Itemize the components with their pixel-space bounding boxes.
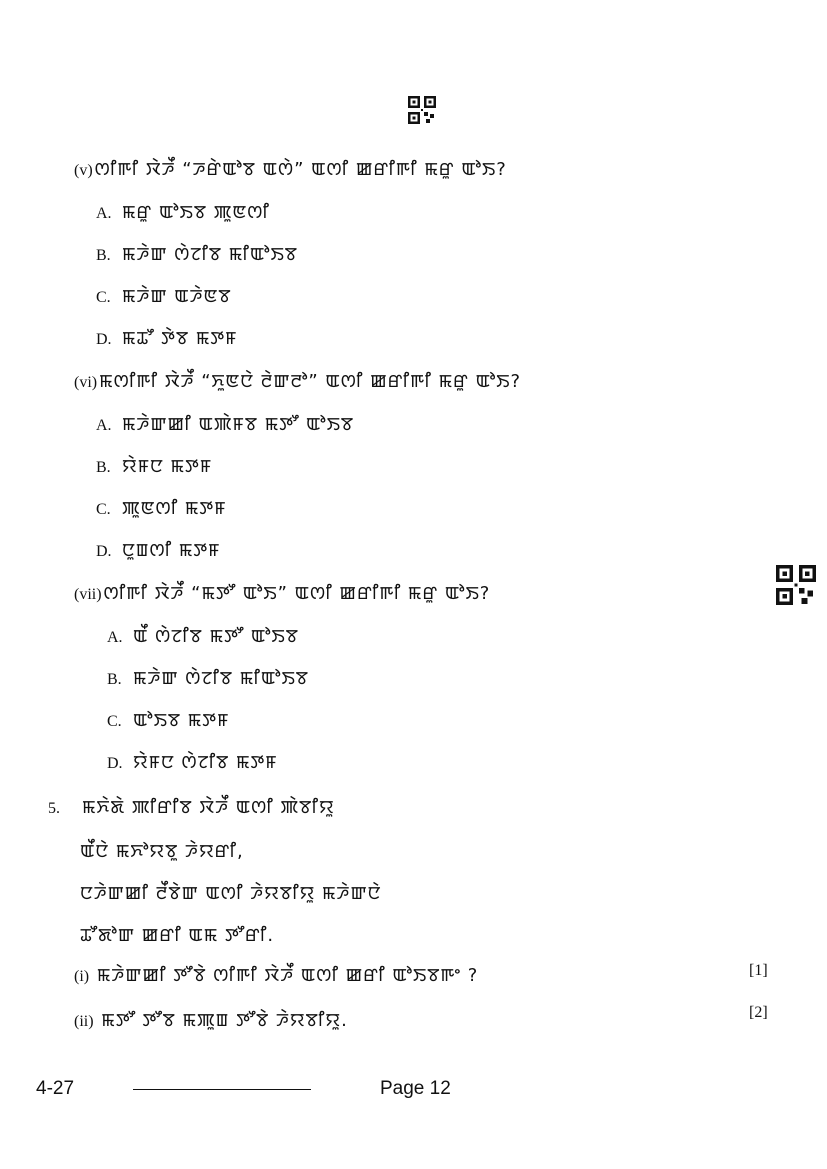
option-text: ꯑꯣꯏꯕ ꯃꯇꯝ xyxy=(133,710,230,731)
option-text: ꯃꯍꯥꯛꯀꯤ ꯑꯄꯥꯝꯕ ꯃꯇꯧ ꯑꯣꯏꯕ xyxy=(122,414,355,435)
option-c xyxy=(107,707,229,732)
option-text: ꯃꯍꯥꯛ ꯁꯥꯖꯤꯕ ꯃꯤꯑꯣꯏꯕ xyxy=(133,668,309,689)
option-label: A. xyxy=(96,205,112,222)
option-label: D. xyxy=(96,543,112,560)
footer-divider xyxy=(133,1089,311,1090)
option-b xyxy=(96,241,298,266)
option-text: ꯌꯥꯝꯅ ꯁꯥꯖꯤꯕ ꯃꯇꯝ xyxy=(133,752,278,773)
option-text: ꯑꯩ ꯁꯥꯖꯤꯕ ꯃꯇꯧ ꯑꯣꯏꯕ xyxy=(133,626,299,647)
question-number: (v) xyxy=(74,162,93,179)
option-b xyxy=(96,453,212,478)
option-label: A. xyxy=(96,417,112,434)
option-b xyxy=(107,665,309,690)
question-number: (vi) xyxy=(74,374,98,391)
passage-line xyxy=(80,880,381,905)
option-label: C. xyxy=(96,501,111,518)
option-c xyxy=(96,283,232,308)
option-a xyxy=(107,623,299,648)
option-c xyxy=(96,495,227,520)
passage-text: ꯅꯍꯥꯛꯀꯤ ꯂꯩꯕꯥꯛ ꯑꯁꯤ ꯍꯥꯌꯕꯤꯌꯨ ꯃꯍꯥꯛꯅꯥ xyxy=(80,883,382,904)
passage-text: ꯑꯩꯅꯥ ꯃꯈꯣꯌꯕꯨ ꯍꯥꯌꯔꯤ, xyxy=(80,841,244,862)
sub-question-number: (ii) xyxy=(74,1013,94,1030)
option-d xyxy=(107,749,278,774)
sub-question-text: ꯃꯇꯧ ꯇꯧꯕ ꯃꯄꯨꯡ ꯇꯧꯕꯥ ꯍꯥꯌꯕꯤꯌꯨ. xyxy=(101,1010,348,1031)
option-d xyxy=(96,537,221,562)
option-text: ꯌꯥꯝꯅ ꯃꯇꯝ xyxy=(122,456,213,477)
option-text: ꯃꯍꯥꯛ ꯑꯍꯥꯟꯕ xyxy=(122,286,232,307)
marks-badge: [1] xyxy=(749,962,768,979)
option-a xyxy=(96,411,354,436)
option-a xyxy=(96,199,270,224)
option-label: B. xyxy=(96,247,111,264)
option-label: C. xyxy=(96,289,111,306)
option-text: ꯅꯨꯡꯁꯤ ꯃꯇꯝ xyxy=(122,540,221,561)
option-label: C. xyxy=(107,713,122,730)
passage-line: ꯃꯈꯥꯗꯥ ꯄꯤꯔꯤꯕ ꯋꯥꯍꯩ ꯑꯁꯤ ꯄꯥꯕꯤꯌꯨ xyxy=(82,797,335,818)
passage-line xyxy=(80,922,274,947)
sub-question-ii xyxy=(74,1007,348,1032)
option-text: ꯃꯍꯥꯛ ꯁꯥꯖꯤꯕ ꯃꯤꯑꯣꯏꯕ xyxy=(122,244,298,265)
question-text: ꯁꯤꯒꯤ ꯋꯥꯍꯩ “ꯃꯇꯧ ꯑꯣꯏ” ꯑꯁꯤ ꯀꯔꯤꯒꯤ ꯃꯔꯨ ꯑꯣꯏ? xyxy=(103,583,491,604)
question-v xyxy=(74,156,507,181)
sub-question-number: (i) xyxy=(74,968,90,985)
question-vi xyxy=(74,368,521,393)
qr-code-top xyxy=(408,96,436,124)
marks-badge: [2] xyxy=(749,1004,768,1021)
question-vii xyxy=(74,580,490,605)
qr-code-side xyxy=(776,565,816,605)
page-number: Page 12 xyxy=(380,1078,451,1099)
option-d xyxy=(96,325,237,350)
question-number: (vii) xyxy=(74,586,102,603)
passage-line xyxy=(80,838,244,863)
option-label: A. xyxy=(107,629,123,646)
option-text: ꯃꯔꯨ ꯑꯣꯏꯕ ꯄꯨꯟꯁꯤ xyxy=(122,202,270,223)
question-text: ꯃꯁꯤꯒꯤ ꯋꯥꯍꯩ “ꯈꯨꯟꯅꯥ ꯂꯥꯛꯂꯣ” ꯑꯁꯤ ꯀꯔꯤꯒꯤ ꯃꯔꯨ ꯑꯣꯏ? xyxy=(99,371,522,392)
sub-question-i xyxy=(74,962,478,987)
question-text: ꯁꯤꯒꯤ ꯋꯥꯍꯩ “ꯍꯔꯥꯑꯣꯕ ꯑꯁꯥ” ꯑꯁꯤ ꯀꯔꯤꯒꯤ ꯃꯔꯨ ꯑꯣꯏ? xyxy=(94,159,507,180)
passage-text: ꯊꯧꯗꯣꯛ ꯀꯔꯤ ꯑꯃ ꯇꯧꯔꯤ. xyxy=(80,925,275,946)
question-5 xyxy=(48,794,335,819)
paper-code: 4-27 xyxy=(36,1078,75,1099)
sub-question-text: ꯃꯍꯥꯛꯀꯤ ꯇꯧꯕꯥ ꯁꯤꯒꯤ ꯋꯥꯍꯩ ꯑꯁꯤ ꯀꯔꯤ ꯑꯣꯏꯕꯒꯦ ? xyxy=(96,965,479,986)
question-number: 5. xyxy=(48,800,60,817)
option-label: B. xyxy=(107,671,122,688)
option-text: ꯄꯨꯟꯁꯤ ꯃꯇꯝ xyxy=(122,498,227,519)
option-label: B. xyxy=(96,459,111,476)
option-label: D. xyxy=(96,331,112,348)
option-text: ꯃꯊꯧ ꯇꯥꯕ ꯃꯇꯝ xyxy=(122,328,238,349)
option-label: D. xyxy=(107,755,123,772)
